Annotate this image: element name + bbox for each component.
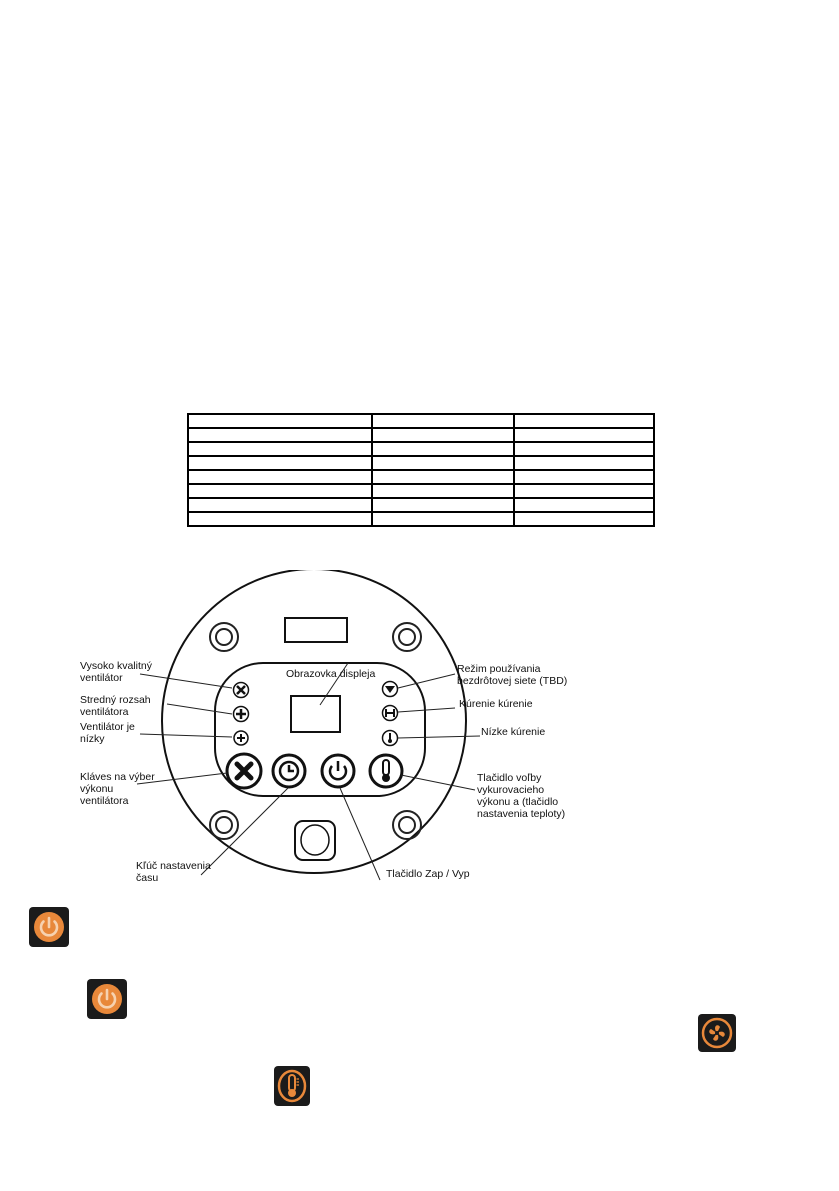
spec-table [187,413,655,527]
label-fan-key: Kláves na výber výkonu ventilátora [80,771,155,807]
table-cell [188,456,372,470]
table-cell [514,456,654,470]
heat-button[interactable] [370,755,402,787]
label-display: Obrazovka displeja [286,668,376,680]
table-cell [372,428,514,442]
fan-button[interactable] [227,754,261,788]
table-cell [372,442,514,456]
table-cell [372,484,514,498]
heat-high-indicator[interactable] [383,706,398,721]
fan-icon [698,1014,736,1052]
table-cell [372,498,514,512]
fan-low-indicator[interactable] [234,731,248,745]
table-row [188,470,654,484]
table-row [188,498,654,512]
table-row [188,484,654,498]
control-panel-diagram [80,570,600,890]
thermometer-icon [274,1066,310,1106]
label-power: Tlačidlo Zap / Vyp [386,868,470,880]
fan-medium-indicator[interactable] [234,707,249,722]
table-cell [372,456,514,470]
table-cell [372,470,514,484]
table-cell [188,428,372,442]
display-screen [291,696,340,732]
table-cell [188,442,372,456]
timer-button[interactable] [273,755,305,787]
table-cell [188,470,372,484]
table-cell [188,498,372,512]
table-cell [514,428,654,442]
table-cell [514,484,654,498]
table-cell [188,414,372,428]
heat-low-indicator[interactable] [383,731,398,746]
table-cell [188,512,372,526]
table-cell [514,442,654,456]
table-row [188,512,654,526]
table-cell [514,470,654,484]
label-wireless: Režim používania bezdrôtovej siete (TBD) [457,663,568,687]
label-low-heat: Nízke kúrenie [481,726,546,738]
table-row [188,428,654,442]
power-icon [29,907,69,947]
table-cell [188,484,372,498]
table-row [188,414,654,428]
fan-high-indicator[interactable] [234,683,249,698]
power-icon [87,979,127,1019]
label-low-fan: Ventilátor je nízky [80,721,135,745]
table-cell [372,414,514,428]
wifi-indicator[interactable] [383,682,398,697]
table-cell [372,512,514,526]
power-button[interactable] [322,755,354,787]
label-time-key: Kľúč nastavenia času [136,860,211,884]
table-cell [514,498,654,512]
top-window [285,618,347,642]
label-medium-fan: Stredný rozsah ventilátora [80,694,151,718]
label-heat-select: Tlačidlo voľby vykurovacieho výkonu a (tlačidlo nastavenia teploty) [477,772,566,820]
table-row [188,442,654,456]
table-row [188,456,654,470]
label-high-fan: Vysoko kvalitný ventilátor [80,660,152,684]
label-heat-heat: Kúrenie kúrenie [459,698,533,710]
table-cell [514,512,654,526]
table-cell [514,414,654,428]
